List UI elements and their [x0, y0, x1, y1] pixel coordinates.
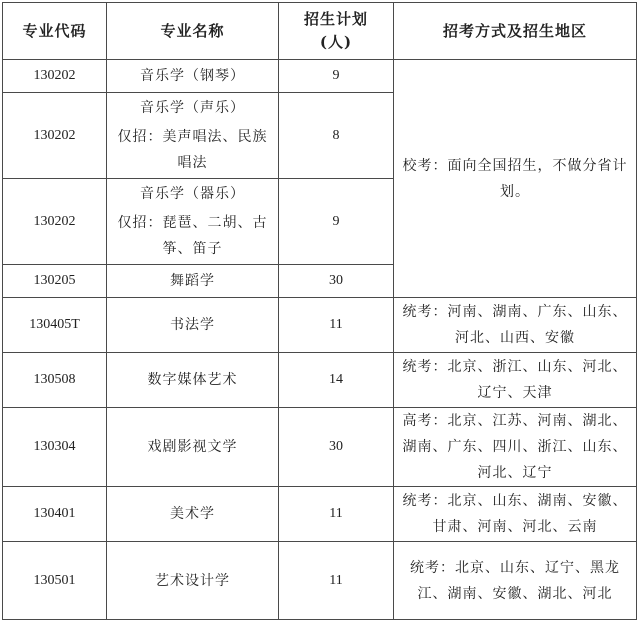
enrollment-plan: 8: [279, 93, 394, 179]
major-name: 戏剧影视文学: [107, 408, 279, 487]
major-code: 130401: [3, 487, 107, 542]
table-row: [3, 298, 637, 353]
major-name: 艺术设计学: [107, 542, 279, 620]
major-name-cell: [107, 179, 279, 265]
major-name: 数字媒体艺术: [107, 353, 279, 408]
enrollment-plan: 11: [279, 487, 394, 542]
major-code: 130405T: [3, 298, 107, 353]
admissions-table: [2, 2, 637, 620]
major-code: 130508: [3, 353, 107, 408]
table-row: [3, 60, 637, 93]
major-name: 音乐学（钢琴）: [107, 60, 279, 93]
header-code: 专业代码: [3, 3, 107, 60]
major-code: 130202: [3, 93, 107, 179]
enrollment-plan: 30: [279, 408, 394, 487]
enrollment-plan: 9: [279, 60, 394, 93]
major-name: 音乐学（声乐）: [140, 100, 245, 116]
major-restriction-note: 仅招：美声唱法、民族唱法: [117, 129, 268, 171]
enrollment-plan: 14: [279, 353, 394, 408]
header-plan: 招生计划 (人): [279, 3, 394, 60]
major-code: 130202: [3, 60, 107, 93]
enrollment-plan: 30: [279, 265, 394, 298]
major-name-cell: [107, 93, 279, 179]
admission-method: 统考：北京、山东、湖南、安徽、甘肃、河南、河北、云南: [394, 487, 637, 542]
table-row: [3, 353, 637, 408]
major-name: 书法学: [107, 298, 279, 353]
major-code: 130501: [3, 542, 107, 620]
admission-method: 统考：北京、山东、辽宁、黑龙江、湖南、安徽、湖北、河北: [394, 542, 637, 620]
admission-method-merged: 校考：面向全国招生，不做分省计划。: [394, 60, 637, 298]
admission-method: 统考：河南、湖南、广东、山东、河北、山西、安徽: [394, 298, 637, 353]
admission-method: 统考：北京、浙江、山东、河北、辽宁、天津: [394, 353, 637, 408]
header-name: 专业名称: [107, 3, 279, 60]
admission-method: 高考：北京、江苏、河南、湖北、湖南、广东、四川、浙江、山东、河北、辽宁: [394, 408, 637, 487]
enrollment-plan: 11: [279, 298, 394, 353]
major-name: 舞蹈学: [107, 265, 279, 298]
header-row: [3, 3, 637, 60]
major-restriction-note: 仅招：琵琶、二胡、古筝、笛子: [117, 215, 268, 257]
major-code: 130304: [3, 408, 107, 487]
table-row: [3, 408, 637, 487]
table-row: [3, 487, 637, 542]
major-name: 美术学: [107, 487, 279, 542]
enrollment-plan: 11: [279, 542, 394, 620]
major-code: 130205: [3, 265, 107, 298]
major-code: 130202: [3, 179, 107, 265]
header-method: 招考方式及招生地区: [394, 3, 637, 60]
table-row: [3, 542, 637, 620]
major-name: 音乐学（器乐）: [140, 186, 245, 202]
enrollment-plan: 9: [279, 179, 394, 265]
